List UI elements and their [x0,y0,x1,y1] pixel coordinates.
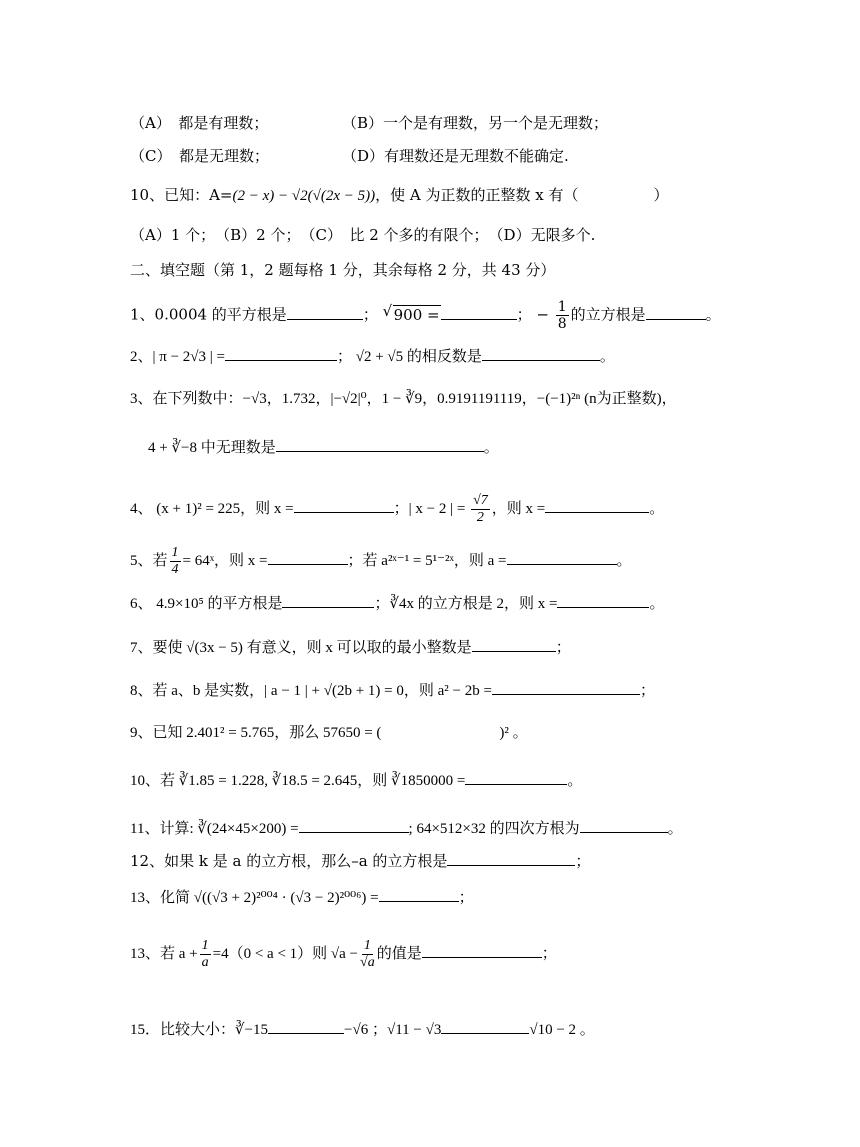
f1-minus: ； − [516,305,549,324]
f4-end: 。 [649,500,665,517]
blank[interactable] [282,593,374,608]
f11-text: 11、计算: ∛(24×45×200) = [130,821,299,837]
fill-15 [130,1019,595,1039]
blank[interactable] [465,770,567,785]
f9-end: )² 。 [499,725,528,741]
f11-end: 。 [667,821,683,837]
q10-prefix: 10、已知：A= [130,186,233,204]
fill-3 [130,390,677,408]
f1-cube: 的立方根是 [570,305,646,324]
f9-text: 9、已知 2.401² = 5.765，那么 57650 = ( [130,725,382,741]
blank[interactable] [268,1019,344,1034]
f1-text: 1、0.0004 的平方根是 [130,305,287,324]
f3-end: 。 [483,440,499,456]
f3-text: 3、在下列数中：−√3，1.732，|−√2|⁰，1 − ∛9，0.9191191119，−(−1)²ⁿ (n为正整数)， [130,391,677,407]
blank[interactable] [482,346,600,361]
f12-end: ； [575,852,591,870]
fraction-sqrt7-2: $\frac{√7}{2}$ [473,493,488,525]
question-10 [130,186,669,205]
q10-choices: （A）1 个； （B）2 个； （C） 比 2 个多的有限个； （D）无限多个. [130,226,596,244]
fill-1 [130,299,721,332]
f14-text: 13、若 a + [130,945,198,962]
fill-10 [130,770,582,790]
f10-text: 10、若 ∛1.85 = 1.228, ∛18.5 = 2.645，则 ∛1850000 = [130,773,466,789]
blank[interactable] [225,346,337,361]
f4-text: 4、 (x + 1)² = 225，则 x = [130,500,294,517]
f1-sep: ； [362,305,378,324]
fill-6 [130,593,665,613]
sqrt-900: √ 900 = [382,301,440,324]
f1-end: 。 [705,305,721,324]
f7-text: 7、要使 √(3x − 5) 有意义，则 x 可以取的最小整数是 [130,640,472,656]
fill-7 [130,637,571,657]
blank[interactable] [276,437,484,452]
fill-5 [130,545,632,578]
choice-a: （A） 都是有理数； [130,114,269,132]
blank[interactable] [379,887,459,902]
f5-text2: = 64ˣ，则 x = [182,552,268,569]
blank[interactable] [268,550,348,565]
f14-text3: 的值是 [376,945,422,962]
fraction-1-sqrta: $\frac{1}{√a}$ [360,938,375,970]
f15-text2: −√6 ；√11 − √3 [344,1022,442,1038]
f5-text: 5、若 [130,552,168,569]
blank[interactable] [441,1019,529,1034]
f4-text3: ，则 x = [491,500,546,517]
blank[interactable] [299,818,409,833]
f2-text: 2、| π − 2√3 | = [130,349,225,365]
f14-text2: =4（0 < a < 1）则 √a − [212,945,359,962]
f15-end: √10 − 2 。 [529,1022,595,1038]
blank[interactable] [294,498,394,513]
blank[interactable] [507,550,617,565]
f8-end: ； [639,683,655,699]
choice-c: （C） 都是无理数； [130,147,269,165]
fill-13 [130,887,474,907]
f6-text2: ；∛4x 的立方根是 2，则 x = [374,596,558,612]
f12-text: 12、如果 k 是 a 的立方根，那么–a 的立方根是 [130,852,448,870]
fill-14 [130,938,557,971]
fill-3b [148,437,499,457]
blank[interactable] [646,305,706,320]
f2-end: 。 [599,349,615,365]
q10-expr: (2 − x) − √2(√(2x − 5)) [232,188,376,204]
fill-9 [130,724,528,742]
f13-end: ； [458,890,474,906]
f10-end: 。 [567,773,583,789]
f6-text: 6、 4.9×10⁵ 的平方根是 [130,596,283,612]
blank[interactable] [580,818,668,833]
f5-text3: ；若 a²ˣ⁻¹ = 5¹⁻²ˣ，则 a = [347,552,507,569]
f3-text2: 4 + ∛−8 中无理数是 [148,440,276,456]
fraction-1-a: $\frac{1}{a}$ [201,938,209,970]
fill-8 [130,680,655,700]
fill-4 [130,493,664,526]
blank[interactable] [492,680,640,695]
blank[interactable] [472,637,556,652]
q10-suffix: ，使 A 为正数的正整数 x 有（ ） [375,186,669,204]
section-title: 二、填空题（第 1，2 题每格 1 分，其余每格 2 分，共 43 分） [130,261,556,279]
blank[interactable] [447,851,575,866]
f8-text: 8、若 a、b 是实数，| a − 1 | + √(2b + 1) = 0，则 a² − 2b = [130,683,492,699]
f14-end: ； [541,945,557,962]
f6-end: 。 [649,596,665,612]
f15-text: 15．比较大小：∛−15 [130,1022,269,1038]
fill-11 [130,818,683,838]
blank[interactable] [441,305,517,320]
blank[interactable] [545,498,649,513]
fraction-1-8: $\frac{1}{8}$ [557,299,567,332]
blank[interactable] [557,593,649,608]
f2-text2: ； √2 + √5 的相反数是 [336,349,482,365]
fraction-1-4: $\frac{1}{4}$ [171,545,179,577]
f13-text: 13、化简 √((√3 + 2)²⁰⁰⁴ · (√3 − 2)²⁰⁰⁶) = [130,890,379,906]
f11-text2: ; 64×512×32 的四次方根为 [408,821,580,837]
f5-end: 。 [616,552,632,569]
choice-d: （D）有理数还是无理数不能确定. [342,147,569,165]
f4-text2: ；| x − 2 | = [393,500,466,517]
fill-12 [130,851,590,870]
choice-b: （B）一个是有理数，另一个是无理数； [342,114,609,132]
f7-end: ； [555,640,571,656]
fill-2 [130,346,615,366]
blank[interactable] [422,943,542,958]
blank[interactable] [287,305,363,320]
